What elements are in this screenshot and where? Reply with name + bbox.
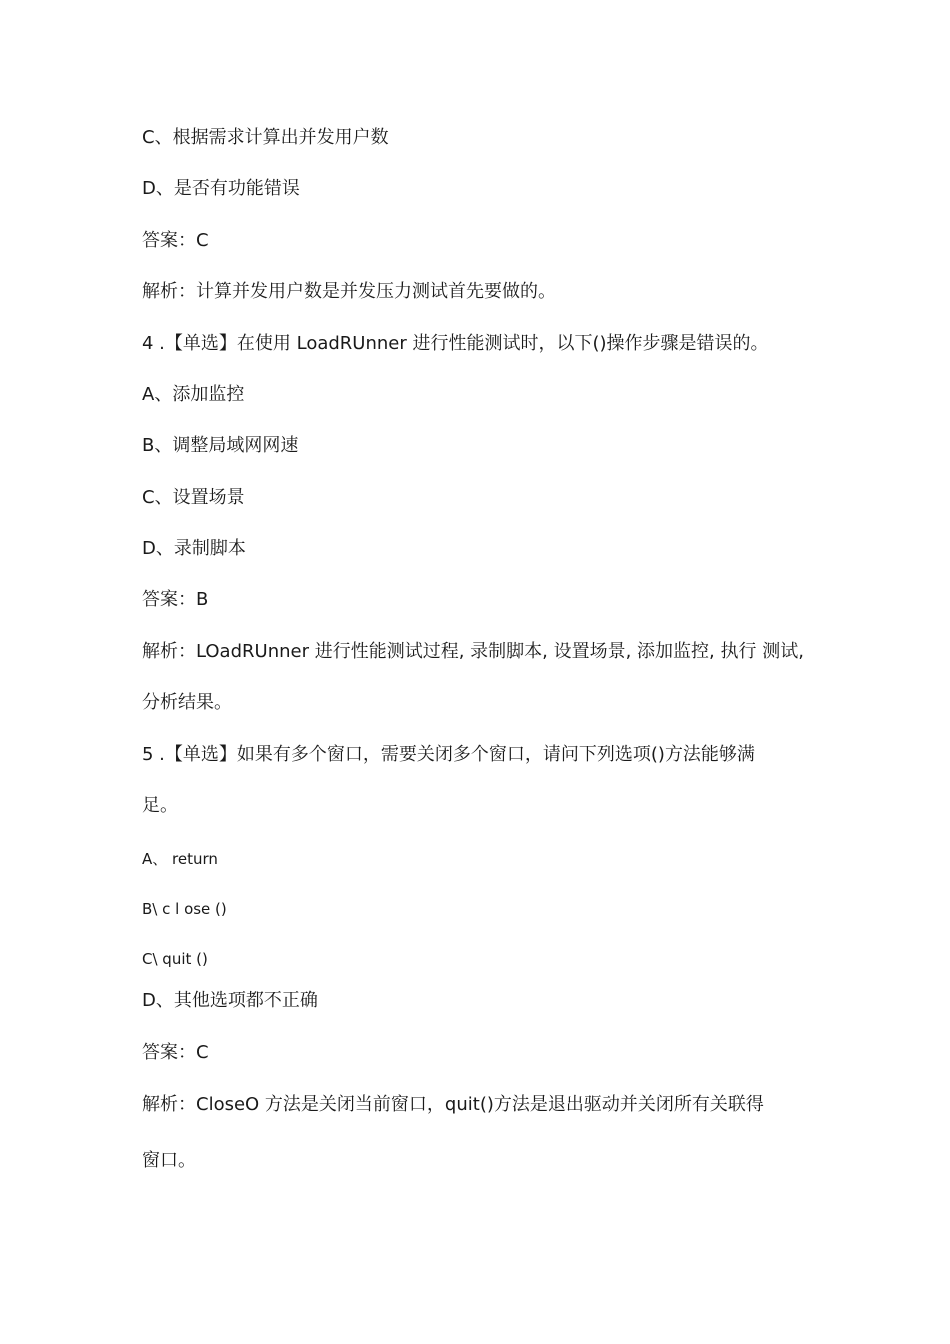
question-5-option-c: C\ quit (): [142, 950, 208, 968]
answer-text: 答案：C: [142, 230, 209, 251]
question-4-explanation-line-2: 分析结果。: [142, 692, 232, 713]
question-5-answer: 答案：C: [142, 1042, 209, 1063]
question-5-stem-line-1: 5 .【单选】如果有多个窗口，需要关闭多个窗口，请问下列选项()方法能够满: [142, 744, 755, 765]
question-5-explanation-line-1: 解析：CloseO 方法是关闭当前窗口，quit()方法是退出驱动并关闭所有关联得: [142, 1094, 764, 1115]
question-4-option-b: B、调整局域网网速: [142, 435, 299, 456]
question-5-explanation-line-2: 窗口。: [142, 1150, 196, 1171]
question-4-option-d: D、录制脚本: [142, 538, 246, 559]
question-5-option-b: B\ c l ose (): [142, 900, 227, 918]
question-4-option-c: C、设置场景: [142, 487, 245, 508]
question-4-answer: 答案：B: [142, 589, 209, 610]
question-4-explanation-line-1: 解析：LOadRUnner 进行性能测试过程, 录制脚本, 设置场景, 添加监控, 执行 测试,: [142, 641, 804, 662]
question-4-stem: 4 .【单选】在使用 LoadRUnner 进行性能测试时，以下()操作步骤是错误的。: [142, 333, 769, 354]
question-5-option-d: D、其他选项都不正确: [142, 990, 318, 1011]
question-4-option-a: A、添加监控: [142, 384, 245, 405]
question-d-option: D、是否有功能错误: [142, 178, 300, 199]
question-5-stem-line-2: 足。: [142, 795, 178, 816]
question-c-option: C、根据需求计算出并发用户数: [142, 127, 389, 148]
question-5-option-a: A、 return: [142, 850, 218, 868]
explanation-text: 解析：计算并发用户数是并发压力测试首先要做的。: [142, 281, 556, 302]
